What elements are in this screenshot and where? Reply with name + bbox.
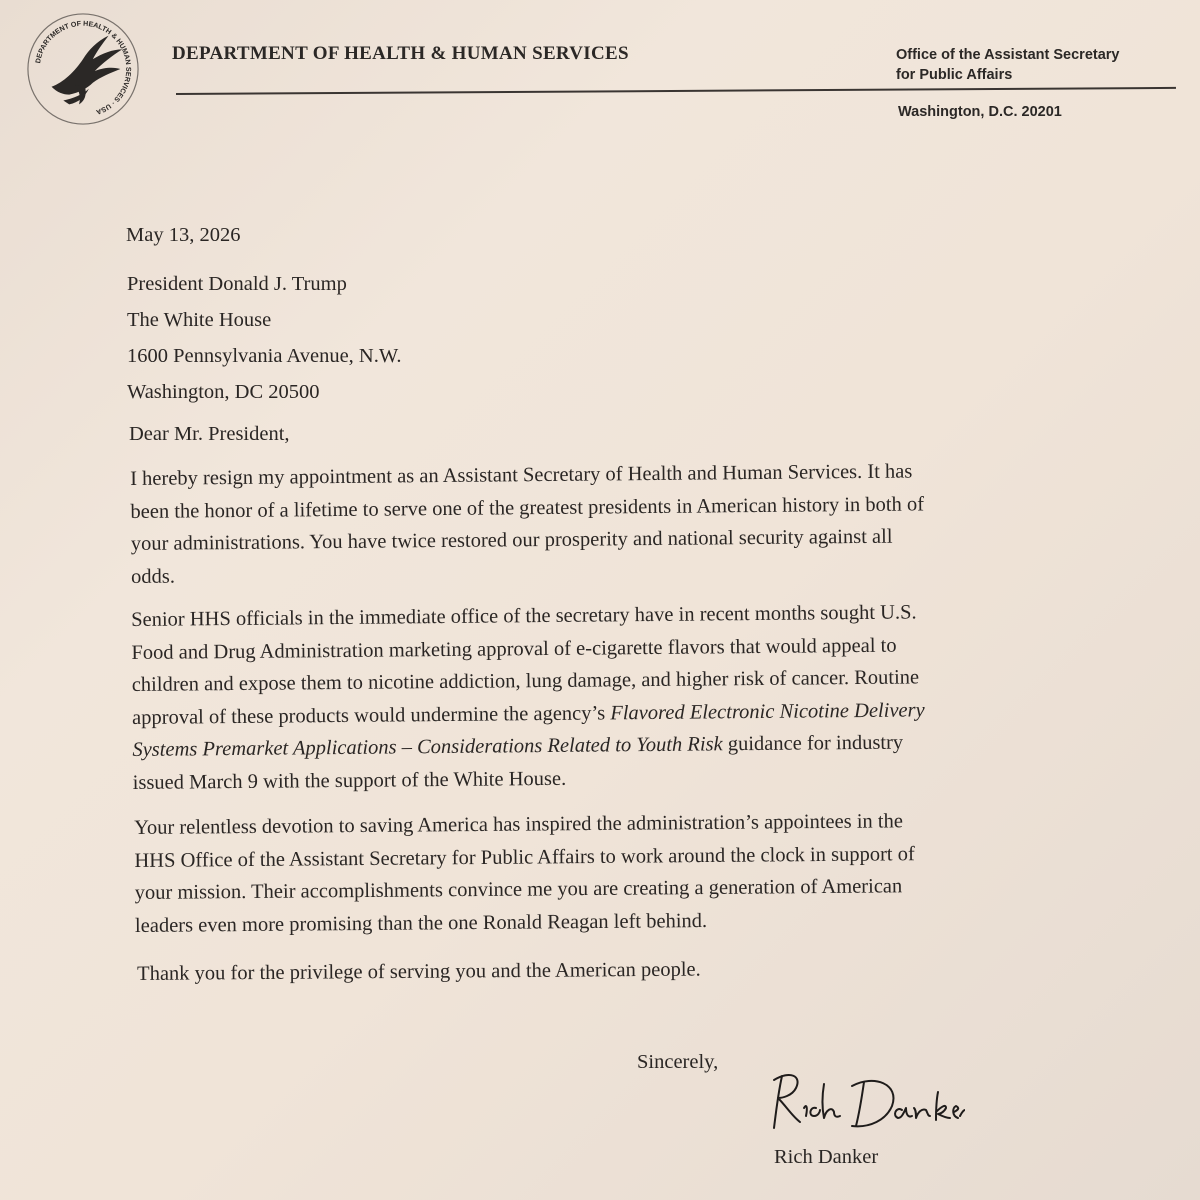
paragraph-line: Thank you for the privilege of serving you and the American people.	[137, 958, 701, 985]
department-title: DEPARTMENT OF HEALTH & HUMAN SERVICES	[172, 43, 629, 64]
paragraph-appointees	[134, 805, 915, 942]
hhs-seal-logo	[24, 10, 142, 128]
paragraph-line: children and expose them to nicotine addiction, lung damage, and higher risk of cancer. Routine	[131, 666, 920, 696]
paragraph-resignation	[130, 455, 925, 593]
paragraph-text: guidance for industry	[722, 731, 904, 756]
paragraph-line: issued March 9 with the support of the White House.	[132, 767, 567, 794]
recipient-line-2: The White House	[127, 309, 272, 331]
paragraph-line: Food and Drug Administration marketing approval of e-cigarette flavors that would appeal to	[131, 634, 897, 664]
salutation: Dear Mr. President,	[129, 423, 290, 445]
paragraph-ecigarette	[131, 596, 925, 799]
paragraph-thanks	[137, 954, 701, 991]
header-divider	[176, 87, 1176, 95]
paragraph-line: leaders even more promising than the one Ronald Reagan left behind.	[134, 909, 708, 937]
office-line-2: for Public Affairs	[896, 67, 1013, 83]
recipient-name: President Donald J. Trump	[127, 273, 347, 295]
paragraph-line: Senior HHS officials in the immediate office of the secretary have in recent months sought U.S.	[131, 601, 917, 631]
office-block	[896, 45, 1119, 85]
office-city: Washington, D.C. 20201	[898, 104, 1062, 120]
paragraph-text: approval of these products would undermine the agency’s	[131, 701, 611, 729]
letter-date: May 13, 2026	[126, 224, 241, 246]
signer-name: Rich Danker	[774, 1146, 879, 1168]
paragraph-line: I hereby resign my appointment as an Assistant Secretary of Health and Human Services. It has	[130, 460, 913, 490]
closing: Sincerely,	[637, 1051, 719, 1073]
svg-text:DEPARTMENT OF HEALTH & HUMAN S: DEPARTMENT OF HEALTH & HUMAN SERVICES · USA	[34, 19, 133, 117]
recipient-line-4: Washington, DC 20500	[127, 381, 320, 403]
office-line-1: Office of the Assistant Secretary	[896, 47, 1120, 63]
paragraph-line: been the honor of a lifetime to serve one of the greatest presidents in American history in both of	[130, 492, 925, 523]
paragraph-line: odds.	[130, 565, 176, 588]
recipient-line-3: 1600 Pennsylvania Avenue, N.W.	[127, 345, 402, 367]
guidance-title-part-1: Flavored Electronic Nicotine Delivery	[610, 698, 925, 724]
paragraph-line: your mission. Their accomplishments convince me you are creating a generation of American	[134, 875, 903, 904]
guidance-title-part-2: Systems Premarket Applications – Considerations Related to Youth Risk	[132, 733, 723, 761]
paragraph-line: HHS Office of the Assistant Secretary for Public Affairs to work around the clock in support of	[134, 842, 915, 872]
paragraph-line: Your relentless devotion to saving America has inspired the administration’s appointees in the	[134, 810, 904, 839]
handwritten-signature	[760, 1062, 965, 1140]
paragraph-line: your administrations. You have twice restored our prosperity and national security against all	[130, 525, 893, 555]
